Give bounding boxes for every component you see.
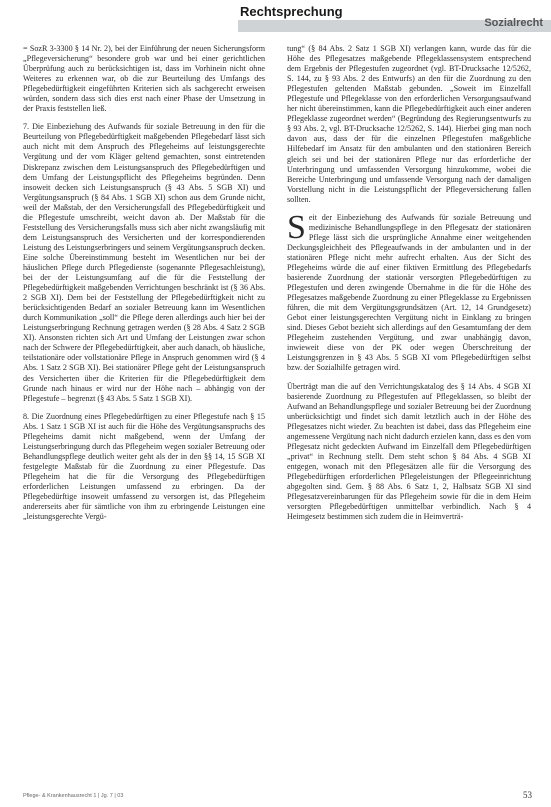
paragraph-text: eit der Einbeziehung des Aufwands für soziale Betreuung und medizinische Behandlungspflege in den Pflegesatz der stationären Pflege lässt sich die ursprüngliche Annahme einer weitgehenden Deckungsgleichheit des Pflegeaufwands in der ambulanten und in der stationären Pflege nicht mehr aufrecht erhalten. Aus der Sicht des Pflegeheims würde die auf einer fiktiven Ermittlung des Pflegebedarfs basierende Zuordnung der stationär versorgten Pflegebedürftigen zu Pflegestufen und deren zwingende Übernahme in die für die Höhe des Pflegesatzes maßgebende Zuordnung zu einer Pflegeklasse zu Ergebnissen führen, die mit dem Vergütungsgrundsätzen (Art. 12, 14 Grundgesetz) Gebot einer leistungsgerechten Vergütung nicht in Einklang zu bringen sind. Dieses Gebot bezieht sich allerdings auf den Gesamtumfang der dem Pflegeheim zustehenden Vergütung, und zwar unabhängig davon, inwieweit diese von der PK oder wegen Überschreitung der Leistungsgrenzen in § 43 Abs. 5 SGB XI vom Pflegebedürftigen selbst bzw. der Sozialhilfe getragen wird. (287, 212, 531, 373)
page-title: Rechtsprechung (240, 4, 343, 19)
right-column (287, 44, 531, 522)
header-blank (0, 4, 238, 26)
paragraph: tung“ (§ 84 Abs. 2 Satz 1 SGB XI) verlangen kann, wurde das für die Höhe des Pflegesatzes maßgebende Pflegeklassensystem entsprechend dem Ergebnis der Pflegestufen zugeordnet (vgl. BT-Drucksache 12/5262, S. 144, zu § 93 Abs. 2 des Entwurfs) an den für die Zuordnung zu den Pflegestufen geltenden Maßstab gebunden. „Soweit im Einzelfall Pflegestufe und Pflegeklasse von den erforderlichen Versorgungsaufwand her nicht übereinstimmen, kann die Pflegebedürftigkeit auch einer anderen Pflegeklasse zugeordnet werden“ (Begründung des Regierungsentwurfs zu § 93 Abs. 2, vgl. BT-Drucksache 12/5262, S. 144). Hierbei ging man noch davon aus, dass der für die einzelnen Pflegestufen maßgebliche Hilfebedarf im Ansatz für den ambulanten und den stationären Bereich gleich sei und bei der stationären Pflege nur das erforderliche der Unterbringung und umfassenden Versorgung hinzukomme, wobei die Bereiche Unterbringung und umfassende Versorgung nach der damaligen Vorstellung nicht in die Leistungspflicht der Pflegeversicherung fallen sollten. (287, 44, 531, 204)
paragraph-with-dropcap (287, 208, 531, 374)
page-header (0, 0, 551, 32)
paragraph: 7. Die Einbeziehung des Aufwands für soziale Betreuung in den für die Beurteilung von Pflegebedürftigkeit maßgebenden Pflegebedarf lässt sich auch nicht mit dem Anspruch des Pflegeheims auf leistungsgerechte Vergütung und der vom Kläger geltend gemachten, sonst eintretenden Diskrepanz zwischen dem Leistungsanspruch des Pflegebedürftigen und dem Umfang der Leistungspflicht des Pflegeheims begründen. Denn insoweit decken sich Leistungsanspruch (§ 43 Abs. 5 SGB XI) und Vergütungsanspruch (§ 84 Abs. 1 SGB XI) schon aus dem Grunde nicht, weil der Maßstab, der den Versicherungsfall des Pflegebedürftigkeit und die Pflegestufe umschreibt, weicht davon ab. Der Maßstab für die Feststellung des Versicherungsfalls muss sich aber nicht zwangsläufig mit dem Leistungsanspruch des Versicherten und der korrespondierenden Leistung des Leistungserbringers und seinem Vergütungsanspruch decken. Eine solche Übereinstimmung besteht im Wesentlichen nur bei der häuslichen Pflege durch Pflegedienste (sogenannte Pflegesachleistung), bei der der Leistungsumfang auf die für die Feststellung der Pflegebedürftigkeit maßgebenden Verrichtungen beschränkt ist (§ 36 Abs. 2 SGB XI). Dem bei der Feststellung der Pflegebedürftigkeit nicht zu berücksichtigenden Bedarf an sozialer Betreuung kann im Wesentlichen durch Kommunikation „soll“ die Pflege deren allerdings auch hier bei der Leistungserbringung Rechnung getragen werden (§ 28 Abs. 4 Satz 2 SGB XI). Ansonsten richten sich Art und Umfang der Leistungen zwar schon nach der Schwere der Pflegebedürftigkeit, aber auch danach, ob häusliche, teilstationäre oder vollstationäre Pflege in Anspruch genommen wird (§ 4 Abs. 1 Satz 2 SGB XI). Bei stationärer Pflege geht der Leistungsanspruch des Versicherten über die Kriterien für die Pflegebedürftigkeit dem Grunde nach hinaus er wird nur der Höhe nach – abhängig von der Pflegestufe – begrenzt (§ 43 Abs. 5 Satz 1 SGB XI). (23, 122, 265, 403)
paragraph: = SozR 3-3300 § 14 Nr. 2), bei der Einführung der neuen Sicherungsform „Pflegeversicherung“ besondere grob war und bei einer gerichtlichen Überprüfung auch zu berücksichtigen ist, dass im Vorhinein nicht ohne Weiteres zu erkennen war, ob die zur Beurteilung des Umfangs des Pflegebedürftigkeit eingeführten Kriterien sich als sachgerecht erweisen würden, sondern dass sich dies erst nach einer Phase der Umsetzung in der Praxis feststellen ließ. (23, 44, 265, 114)
dropcap: S (287, 208, 306, 246)
paragraph: Überträgt man die auf den Verrichtungskatalog des § 14 Abs. 4 SGB XI basierende Zuordnung zu Pflegestufen auf Pflegeklassen, so bleibt der Aufwand an Behandlungspflege und sozialer Betreuung bei der Zuordnung unberücksichtigt und findet sich damit letztlich auch in der Höhe des Pflegesatzes nicht wieder. Zu beachten ist dabei, dass das Pflegeheim eine angemessene Vergütung nach nicht dadurch erzielen kann, dass es den vom Pflegesatz nicht gedeckten Aufwand im Einzelfall dem Pflegebedürftigen „privat“ in Rechnung stellt. Dem steht schon § 84 Abs. 4 SGB XI entgegen, wonach mit den Pflegesätzen alle für die Versorgung des Pflegebedürftigen erforderlichen Pflegeleistungen der Pflegeeinrichtung abgegolten sind. Gem. § 88 Abs. 6 Satz 1, 2, Halbsatz SGB XI sind Pflegesatzvereinbarungen für das Pflegeheim sowie für die in dem Heim versorgten Pflegebedürftigen unmittelbar verbindlich. Nach § 4 Heimgesetz bestimmen sich zudem die in Heimverträ- (287, 381, 532, 522)
page-number: 53 (523, 790, 532, 800)
paragraph: 8. Die Zuordnung eines Pflegebedürftigen zu einer Pflegestufe nach § 15 Abs. 1 Satz 1 SGB XI ist auch für die Höhe des Vergütungsanspruchs des Pflegeheims damit nicht maßgebend, wenn der Umfang der Leistungserbringung durch das Pflegeheim wegen sozialer Betreuung oder Behandlungspflege deutlich weiter geht als der in den §§ 14, 15 SGB XI festgelegte Maßstab für die Zuordnung zu einer Pflegestufe. Das Pflegeheim hat die für die Versorgung des Pflegebedürftigen erforderlichen Leistungen umfassend zu erbringen. Da der Pflegebedürftige insoweit umfassend zu versorgen ist, das Pflegeheim andererseits aber für sämtliche von ihm zu erbringende Leistungen eine „leistungsgerechte Vergü- (23, 411, 265, 522)
footer-citation: Pflege- & Krankenhausrecht 1 | Jg. 7 | 03 (23, 793, 124, 799)
left-column (23, 44, 265, 522)
section-label: Sozialrecht (484, 17, 543, 29)
